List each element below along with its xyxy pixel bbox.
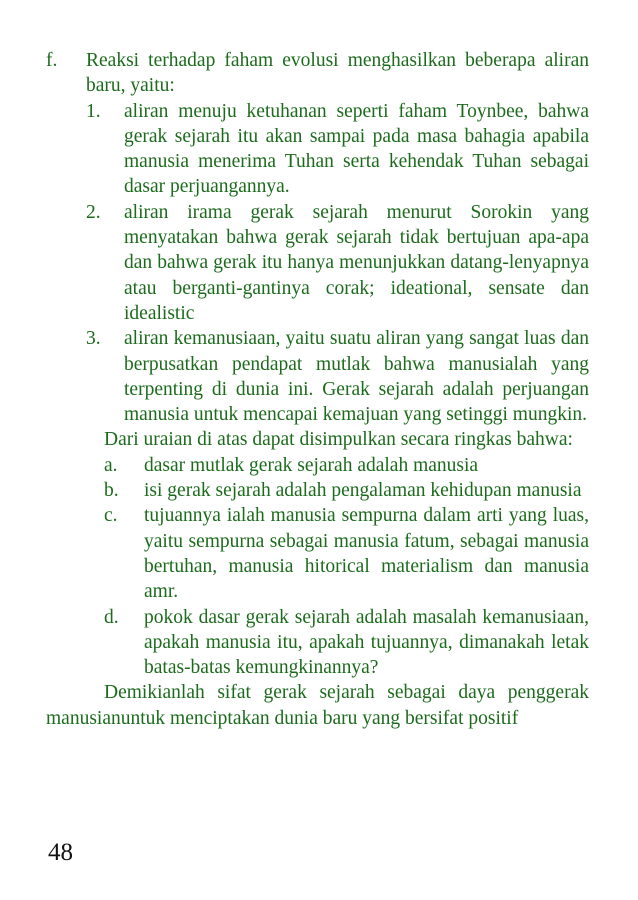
list-item-2 — [86, 200, 589, 326]
list-marker: f. — [46, 50, 58, 71]
list-item-text: aliran kemanusiaan, yaitu suatu aliran yang sangat luas dan berpusatkan pendapat mutlak bahwa manusialah yang terpenting di dunia ini. Gerak sejarah adalah perjuangan manusia untuk mencapai kemajuan yang setinggi mungkin. — [124, 328, 589, 426]
list-item-text: aliran menuju ketuhanan seperti faham Toynbee, bahwa gerak sejarah itu akan sampai pada masa bahagia apabila manusia menerima Tuhan serta kehendak Tuhan sebagai dasar perjuangannya. — [124, 100, 589, 198]
list-item-a — [104, 453, 589, 478]
page-number: 48 — [48, 839, 73, 866]
list-marker: a. — [104, 454, 118, 476]
list-item-b — [104, 478, 589, 503]
list-item-text: pokok dasar gerak sejarah adalah masalah kemanusiaan, apakah manusia itu, apakah tujuannya, dimanakah letak batas-batas kemungkinannya? — [144, 606, 589, 679]
list-marker: c. — [104, 505, 118, 527]
list-marker: d. — [104, 606, 119, 628]
list-marker: 2. — [86, 201, 101, 223]
list-item-text: aliran irama gerak sejarah menurut Sorokin yang menyatakan bahwa gerak sejarah tidak bertujuan apa-apa dan bahwa gerak itu hanya menunjukkan datang-lenyapnya atau berganti-gantinya corak; ideational, sensate dan idealistic — [124, 201, 589, 324]
list-item-1 — [86, 99, 589, 200]
summary-intro-paragraph: Dari uraian di atas dapat disimpulkan secara ringkas bahwa: — [104, 429, 573, 451]
list-item-f — [46, 48, 589, 99]
list-marker: b. — [104, 480, 119, 502]
list-item-c — [104, 503, 589, 604]
list-marker: 1. — [86, 100, 101, 122]
list-item-3 — [86, 326, 589, 427]
list-marker: 3. — [86, 328, 101, 350]
list-item-text: Reaksi terhadap faham evolusi menghasilkan beberapa aliran baru, yaitu: — [86, 50, 589, 97]
list-item-d — [104, 605, 589, 681]
list-item-text: isi gerak sejarah adalah pengalaman kehidupan manusia — [144, 480, 582, 502]
list-item-text: tujuannya ialah manusia sempurna dalam arti yang luas, yaitu sempurna sebagai manusia fatum, sebagai manusia bertuhan, manusia hitorical materialism dan manusia amr. — [144, 505, 589, 603]
closing-paragraph: Demikianlah sifat gerak sejarah sebagai daya penggerak manusianuntuk menciptakan dunia baru yang bersifat positif — [46, 682, 589, 729]
list-item-text: dasar mutlak gerak sejarah adalah manusia — [144, 454, 479, 476]
page-body — [46, 48, 589, 731]
